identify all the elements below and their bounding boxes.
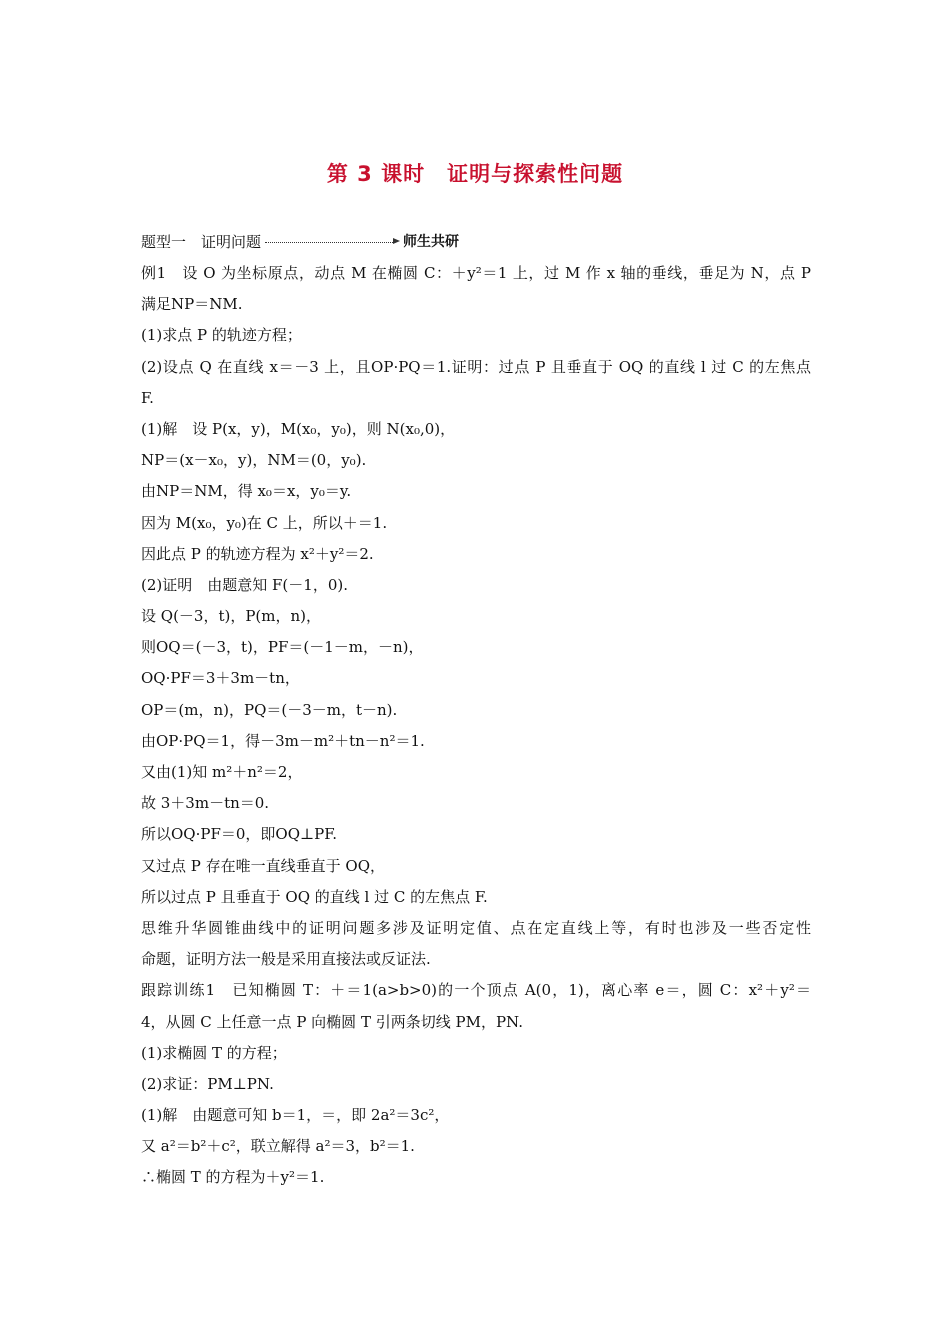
text-line: F. <box>141 388 154 407</box>
document-body <box>141 258 811 1194</box>
text-line: 命题，证明方法一般是采用直接法或反证法. <box>141 950 431 969</box>
text-line: 设 Q(－3，t)，P(m，n)， <box>141 607 322 626</box>
text-line: (2)证明 由题意知 F(－1，0). <box>141 575 348 594</box>
text-line: 所以过点 P 且垂直于 OQ 的直线 l 过 C 的左焦点 F. <box>141 887 488 906</box>
text-line: (1)求椭圆 T 的方程； <box>141 1043 287 1062</box>
page-title: 第 3 课时 证明与探索性问题 <box>326 162 624 186</box>
text-line: ∴椭圆 T 的方程为＋y²＝1. <box>141 1168 325 1187</box>
text-line: 由OP·PQ＝1，得－3m－m²＋tn－n²＝1. <box>141 731 425 750</box>
dotted-leader <box>265 242 393 243</box>
text-line: 4，从圆 C 上任意一点 P 向椭圆 T 引两条切线 PM，PN. <box>141 1012 523 1031</box>
text-line: 则OQ＝(－3，t)，PF＝(－1－m，－n)， <box>141 638 424 657</box>
section-header <box>141 229 459 253</box>
text-line: (1)求点 P 的轨迹方程； <box>141 326 302 345</box>
text-line: 又 a²＝b²＋c²，联立解得 a²＝3，b²＝1. <box>141 1137 415 1156</box>
text-line: 又过点 P 存在唯一直线垂直于 OQ， <box>141 856 385 875</box>
text-line: (1)解 由题意可知 b＝1，＝，即 2a²＝3c²， <box>141 1106 450 1125</box>
text-line: 由NP＝NM，得 x₀＝x，y₀＝y. <box>141 482 352 501</box>
text-line: (2)求证：PM⊥PN. <box>141 1074 274 1093</box>
section-tag: 师生共研 <box>403 234 460 250</box>
section-label: 题型一 证明问题 <box>141 232 262 251</box>
text-line: 又由(1)知 m²＋n²＝2， <box>141 763 303 781</box>
arrow-icon <box>393 238 400 244</box>
text-line: 例1 设 O 为坐标原点，动点 M 在椭圆 C：＋y²＝1 上，过 M 作 x 轴的垂线，垂足为 N，点 P <box>141 264 811 282</box>
text-line: 满足NP＝NM. <box>141 295 243 314</box>
text-line: (1)解 设 P(x，y)，M(x₀，y₀)，则 N(x₀,0)， <box>141 419 456 438</box>
text-line: NP＝(x－x₀，y)，NM＝(0，y₀). <box>141 451 367 470</box>
text-line: 因为 M(x₀，y₀)在 C 上，所以＋＝1. <box>141 513 388 532</box>
text-line: 所以OQ·PF＝0，即OQ⊥PF. <box>141 825 338 844</box>
text-line: OP＝(m，n)，PQ＝(－3－m，t－n). <box>141 700 398 719</box>
text-line: 跟踪训练1 已知椭圆 T：＋＝1(a>b>0)的一个顶点 A(0，1)，离心率 e＝，圆 C：x²＋y²＝ <box>141 981 811 1000</box>
text-line: 思维升华圆锥曲线中的证明问题多涉及证明定值、点在定直线上等，有时也涉及一些否定性 <box>141 918 811 937</box>
text-line: 因此点 P 的轨迹方程为 x²＋y²＝2. <box>141 544 374 563</box>
text-line: 故 3＋3m－tn＝0. <box>141 794 270 813</box>
text-line: OQ·PF＝3＋3m－tn， <box>141 669 300 688</box>
text-line: (2)设点 Q 在直线 x＝－3 上，且OP·PQ＝1.证明：过点 P 且垂直于 OQ 的直线 l 过 C 的左焦点 <box>141 357 811 376</box>
